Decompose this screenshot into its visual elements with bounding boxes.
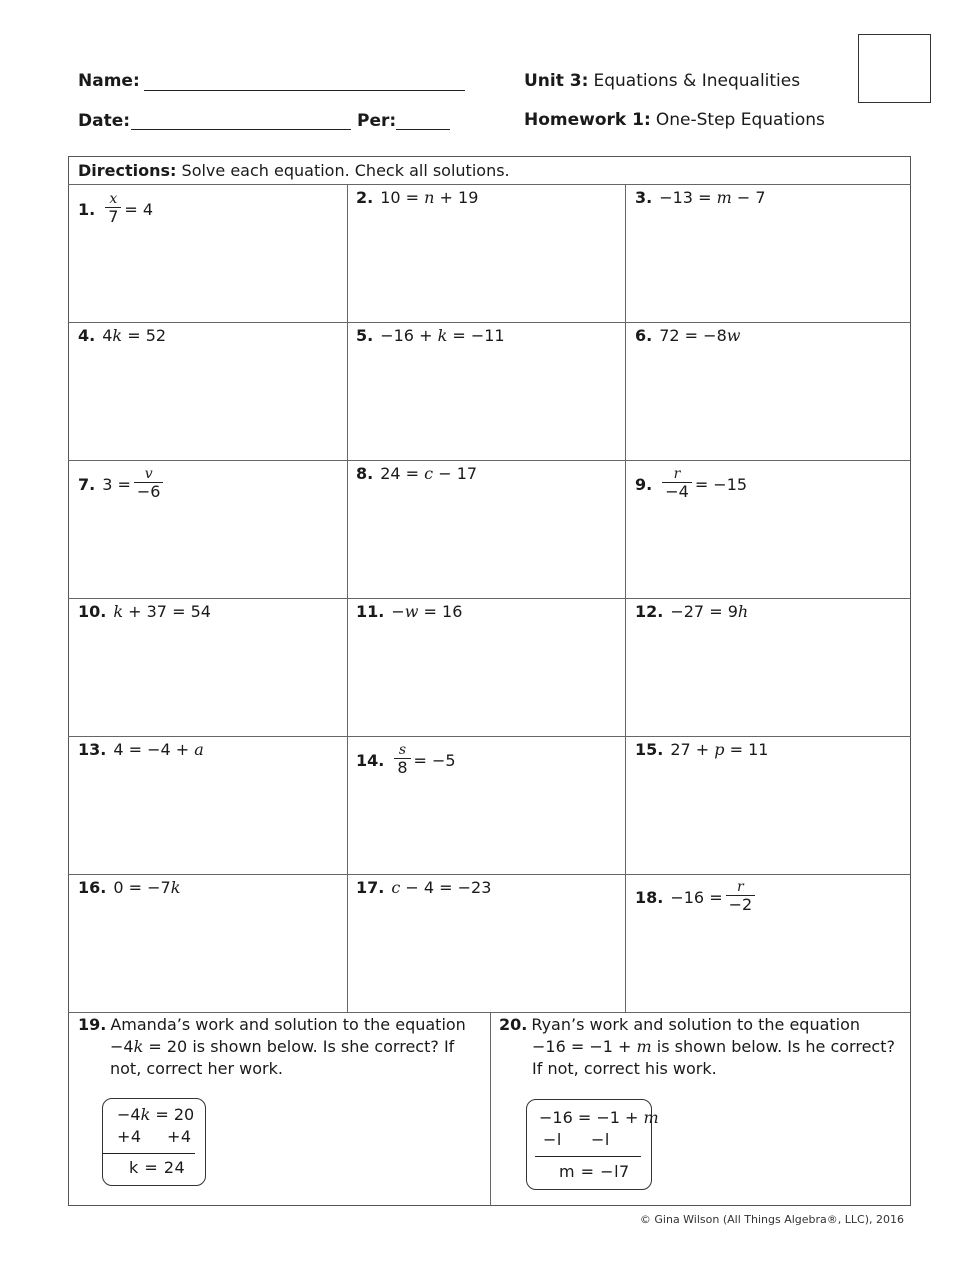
directions xyxy=(78,161,510,180)
problem-13: 13. 4 = −4 + a xyxy=(78,740,204,759)
grid-line xyxy=(68,874,911,875)
problem-11: 11. −w = 16 xyxy=(356,602,463,621)
problem-4: 4. 4k = 52 xyxy=(78,326,167,345)
grid-line xyxy=(490,1012,491,1206)
work-answer: k = 24 xyxy=(129,1158,186,1177)
grid-line xyxy=(68,598,911,599)
problem-19: 19. Amanda’s work and solution to the equation −4k = 20 is shown below. Is she correct? If not, correct her work. xyxy=(78,1015,466,1078)
unit-label: Unit 3: xyxy=(524,71,589,91)
unit-title: Equations & Inequalities xyxy=(593,71,801,91)
work-divider xyxy=(103,1153,195,1154)
period-blank[interactable] xyxy=(396,129,450,130)
problem-1: 1. $\frac{x}{7}$ = 4 xyxy=(78,191,154,226)
problem-10: 10. k + 37 = 54 xyxy=(78,602,211,621)
work-divider xyxy=(535,1156,641,1157)
problem-6: 6. 72 = −8w xyxy=(635,326,741,345)
directions-text: Solve each equation. Check all solutions. xyxy=(181,161,510,180)
problem-17: 17. c − 4 = −23 xyxy=(356,878,492,897)
grid-line xyxy=(68,736,911,737)
work-step-right: −l xyxy=(591,1130,610,1149)
problem-8: 8. 24 = c − 17 xyxy=(356,464,478,483)
grid-line xyxy=(68,184,911,185)
fraction: $\frac{r}{-4}$ xyxy=(662,467,692,501)
name-blank[interactable] xyxy=(144,90,465,91)
amanda-work-box xyxy=(102,1098,206,1186)
grid-line xyxy=(68,460,911,461)
work-step-right: +4 xyxy=(167,1127,192,1146)
homework-title: One-Step Equations xyxy=(655,110,825,130)
period-label: Per: xyxy=(357,111,397,131)
homework-heading xyxy=(524,110,825,130)
grid-line xyxy=(68,322,911,323)
homework-label: Homework 1: xyxy=(524,110,651,130)
fraction: $\frac{s}{8}$ xyxy=(394,743,410,777)
copyright-notice: © Gina Wilson (All Things Algebra®, LLC), 2016 xyxy=(639,1213,904,1226)
work-answer: m = −l7 xyxy=(559,1162,630,1181)
problem-5: 5. −16 + k = −11 xyxy=(356,326,505,345)
work-step-left: −l xyxy=(543,1130,562,1149)
directions-label: Directions: xyxy=(78,161,177,180)
problem-15: 15. 27 + p = 11 xyxy=(635,740,769,759)
problem-18: 18. −16 = $\frac{r}{-2}$ xyxy=(635,880,758,914)
score-box[interactable] xyxy=(858,34,931,103)
problem-20: 20. Ryan’s work and solution to the equation −16 = −1 + m is shown below. Is he correct? If not, correct his work. xyxy=(499,1015,895,1078)
problem-9: 9. $\frac{r}{-4}$ = −15 xyxy=(635,466,748,501)
ryan-work-box xyxy=(526,1099,659,1190)
work-equation: −4k = 20 xyxy=(117,1105,195,1124)
grid-line xyxy=(347,184,348,1012)
problem-2: 2. 10 = n + 19 xyxy=(356,188,479,207)
work-step-left: +4 xyxy=(117,1127,142,1146)
fraction: $\frac{x}{7}$ xyxy=(105,192,121,226)
unit-heading xyxy=(524,71,800,91)
problem-12: 12. −27 = 9h xyxy=(635,602,749,621)
problem-7: 7. 3 = $\frac{v}{-6}$ xyxy=(78,467,166,501)
date-blank[interactable] xyxy=(131,129,351,130)
work-equation: −16 = −1 + m xyxy=(539,1108,659,1127)
fraction: $\frac{v}{-6}$ xyxy=(134,467,164,501)
date-label: Date: xyxy=(78,111,131,131)
problem-14: 14. $\frac{s}{8}$ = −5 xyxy=(356,742,456,777)
grid-line xyxy=(625,184,626,1012)
problem-3: 3. −13 = m − 7 xyxy=(635,188,766,207)
name-label: Name: xyxy=(78,71,140,91)
problem-16: 16. 0 = −7k xyxy=(78,878,181,897)
fraction: $\frac{r}{-2}$ xyxy=(726,880,756,914)
